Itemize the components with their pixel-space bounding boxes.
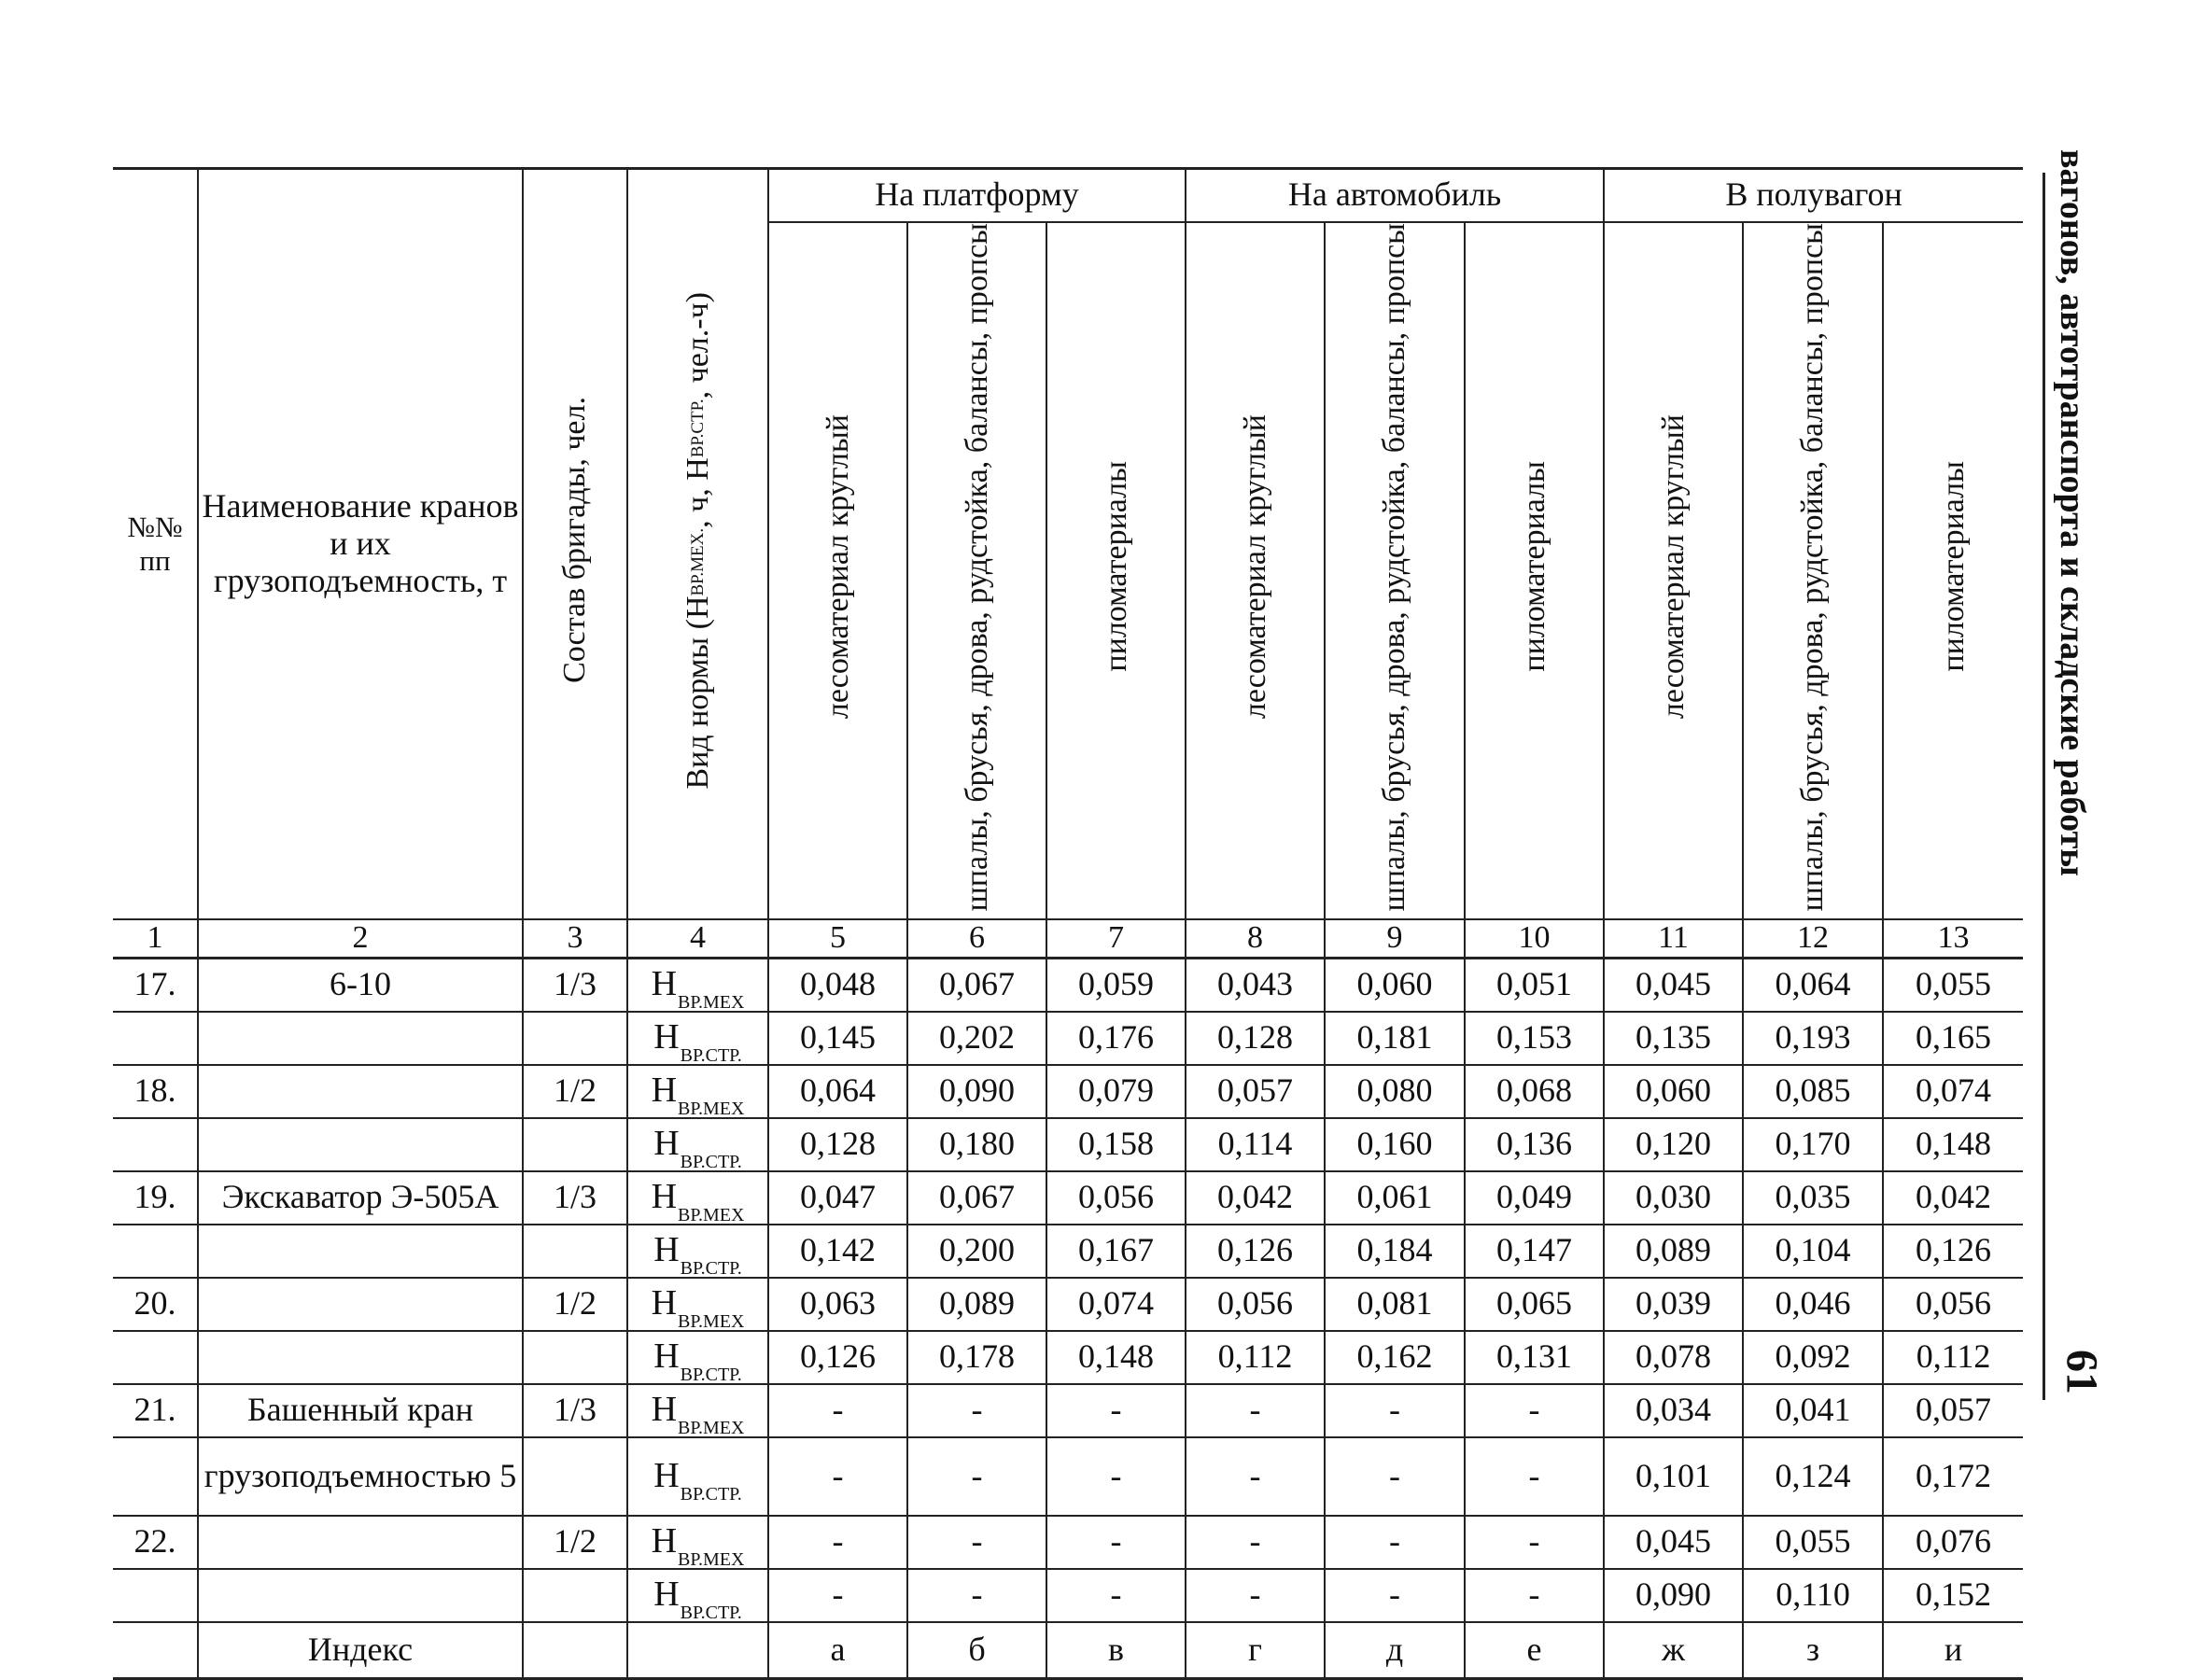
norm-type-cell (627, 1118, 768, 1171)
norm-value: 0,148 (1883, 1118, 2023, 1171)
norm-value: 0,045 (1604, 1516, 1743, 1569)
norm-value: 0,110 (1743, 1569, 1883, 1622)
norm-mex-label: $Н_{ВР.МЕХ}$ (651, 1283, 745, 1333)
norm-value: 0,090 (1604, 1569, 1743, 1622)
crane-name (198, 1278, 523, 1331)
norm-type-cell (627, 1171, 768, 1225)
column-number: 1 (113, 919, 198, 959)
index-blank (113, 1622, 198, 1679)
norm-value: - (1465, 1516, 1604, 1569)
index-label: Индекс (198, 1622, 523, 1679)
crew-size (523, 1012, 627, 1065)
norm-type-cell (627, 1225, 768, 1278)
crane-name (198, 1012, 523, 1065)
norm-str-label: $Н_{ВР.СТР.}$ (653, 1124, 742, 1173)
material-header: пиломатериалы (1465, 222, 1604, 919)
norm-value: 0,035 (1743, 1171, 1883, 1225)
norm-value: 0,193 (1743, 1012, 1883, 1065)
norm-str-label: $Н_{ВР.СТР.}$ (653, 1230, 742, 1280)
row-number: 21. (113, 1384, 198, 1437)
table-row (113, 959, 2023, 1012)
norm-value: 0,170 (1743, 1118, 1883, 1171)
norm-value: 0,067 (907, 1171, 1046, 1225)
norm-value: 0,081 (1325, 1278, 1465, 1331)
column-number: 10 (1465, 919, 1604, 959)
material-header: лесоматериал круглый (1186, 222, 1325, 919)
crane-name (198, 1225, 523, 1278)
column-number: 9 (1325, 919, 1465, 959)
material-header: пиломатериалы (1883, 222, 2023, 919)
column-number: 8 (1186, 919, 1325, 959)
norm-value: 0,128 (1186, 1012, 1325, 1065)
column-number: 2 (198, 919, 523, 959)
norm-value: - (1186, 1516, 1325, 1569)
norm-value: 0,136 (1465, 1118, 1604, 1171)
norm-value: - (1325, 1437, 1465, 1516)
norm-mex-label: $Н_{ВР.МЕХ}$ (651, 964, 745, 1014)
norm-value: 0,202 (907, 1012, 1046, 1065)
norm-type-cell (627, 1516, 768, 1569)
group-automobile: На автомобиль (1186, 169, 1604, 222)
norm-value: 0,064 (768, 1065, 907, 1118)
table-row (113, 1118, 2023, 1171)
column-number: 6 (907, 919, 1046, 959)
group-platform: На платформу (768, 169, 1186, 222)
norm-value: - (1465, 1384, 1604, 1437)
norm-value: 0,043 (1186, 959, 1325, 1012)
norm-value: 0,085 (1743, 1065, 1883, 1118)
norm-value: 0,056 (1046, 1171, 1186, 1225)
norm-value: 0,112 (1186, 1331, 1325, 1384)
norm-value: - (907, 1437, 1046, 1516)
table-row (113, 1384, 2023, 1437)
index-letter: е (1465, 1622, 1604, 1679)
norm-type-cell (627, 1569, 768, 1622)
norm-value: 0,126 (768, 1331, 907, 1384)
norm-value: 0,176 (1046, 1012, 1186, 1065)
norm-value: 0,145 (768, 1012, 907, 1065)
norm-value: 0,158 (1046, 1118, 1186, 1171)
crew-size: 1/2 (523, 1065, 627, 1118)
norm-value: 0,034 (1604, 1384, 1743, 1437)
norm-mex-label: $Н_{ВР.МЕХ}$ (651, 1521, 745, 1571)
norm-value: 0,104 (1743, 1225, 1883, 1278)
norm-value: 0,061 (1325, 1171, 1465, 1225)
material-header: лесоматериал круглый (768, 222, 907, 919)
norm-value: 0,048 (768, 959, 907, 1012)
norm-str-label: $Н_{ВР.СТР.}$ (653, 1017, 742, 1067)
norm-value: 0,090 (907, 1065, 1046, 1118)
norm-type-cell (627, 1065, 768, 1118)
norm-value: - (768, 1569, 907, 1622)
crew-size (523, 1118, 627, 1171)
column-number: 5 (768, 919, 907, 959)
norm-value: 0,148 (1046, 1331, 1186, 1384)
row-number: 22. (113, 1516, 198, 1569)
material-header: лесоматериал круглый (1604, 222, 1743, 919)
norm-type-cell (627, 959, 768, 1012)
norm-str-label: $Н_{ВР.СТР.}$ (653, 1575, 742, 1624)
header-crew: Состав бригады, чел. (523, 169, 627, 919)
norm-value: - (1186, 1569, 1325, 1622)
norm-value: 0,167 (1046, 1225, 1186, 1278)
material-header: шпалы, брусья, дрова, рудстойка, балансы, пропсы (1325, 222, 1465, 919)
crane-name: Экскаватор Э-505А (198, 1171, 523, 1225)
norm-value: 0,142 (768, 1225, 907, 1278)
norm-value: 0,160 (1325, 1118, 1465, 1171)
crane-name: грузоподъемностью 5 (198, 1437, 523, 1516)
material-header: шпалы, брусья, дрова, рудстойка, балансы, пропсы (1743, 222, 1883, 919)
norm-type-cell (627, 1012, 768, 1065)
norm-value: 0,131 (1465, 1331, 1604, 1384)
norm-value: 0,172 (1883, 1437, 2023, 1516)
row-number: 20. (113, 1278, 198, 1331)
table-row (113, 1171, 2023, 1225)
row-number: 17. (113, 959, 198, 1012)
norm-value: 0,112 (1883, 1331, 2023, 1384)
column-number: 3 (523, 919, 627, 959)
crew-size: 1/3 (523, 959, 627, 1012)
norm-value: 0,056 (1883, 1278, 2023, 1331)
header-norm-type-text: Вид нормы (НВР.МЕХ., ч, НВР.СТР., чел.-ч) (680, 291, 715, 790)
table-row (113, 1225, 2023, 1278)
norm-type-cell (627, 1384, 768, 1437)
norm-value: 0,042 (1186, 1171, 1325, 1225)
crane-name (198, 1331, 523, 1384)
norm-value: 0,057 (1186, 1065, 1325, 1118)
index-blank (523, 1622, 627, 1679)
norm-value: 0,180 (907, 1118, 1046, 1171)
norm-value: - (1186, 1437, 1325, 1516)
norm-value: 0,080 (1325, 1065, 1465, 1118)
norm-value: - (768, 1384, 907, 1437)
norm-value: - (1046, 1384, 1186, 1437)
index-letter: д (1325, 1622, 1465, 1679)
norm-value: - (1046, 1437, 1186, 1516)
index-letter: и (1883, 1622, 2023, 1679)
norm-mex-label: $Н_{ВР.МЕХ}$ (651, 1071, 745, 1120)
norm-value: 0,078 (1604, 1331, 1743, 1384)
norm-value: 0,065 (1465, 1278, 1604, 1331)
row-number: 19. (113, 1171, 198, 1225)
norm-value: 0,039 (1604, 1278, 1743, 1331)
norm-value: 0,089 (907, 1278, 1046, 1331)
crew-size: 1/2 (523, 1278, 627, 1331)
norm-value: - (1046, 1516, 1186, 1569)
norm-value: - (1325, 1569, 1465, 1622)
norm-value: 0,126 (1186, 1225, 1325, 1278)
norm-value: 0,057 (1883, 1384, 2023, 1437)
norm-value: 0,128 (768, 1118, 907, 1171)
norm-value: 0,101 (1604, 1437, 1743, 1516)
crew-size: 1/2 (523, 1516, 627, 1569)
norm-value: 0,153 (1465, 1012, 1604, 1065)
side-title: вагонов, автотранспорта и складские работы (2053, 149, 2092, 876)
norm-type-cell (627, 1278, 768, 1331)
norm-type-cell (627, 1331, 768, 1384)
norm-value: 0,064 (1743, 959, 1883, 1012)
index-letter: а (768, 1622, 907, 1679)
norm-value: - (768, 1516, 907, 1569)
norm-str-label: $Н_{ВР.СТР.}$ (653, 1337, 742, 1386)
crane-name: 6-10 (198, 959, 523, 1012)
table-row (113, 1437, 2023, 1516)
norm-value: - (1325, 1384, 1465, 1437)
norm-value: - (1046, 1569, 1186, 1622)
column-number: 11 (1604, 919, 1743, 959)
norm-value: 0,200 (907, 1225, 1046, 1278)
crane-name (198, 1516, 523, 1569)
row-number: 18. (113, 1065, 198, 1118)
row-number (113, 1569, 198, 1622)
crew-size (523, 1225, 627, 1278)
material-header: шпалы, брусья, дрова, рудстойка, балансы, пропсы (907, 222, 1046, 919)
norm-value: 0,063 (768, 1278, 907, 1331)
header-crane-name: Наименование кранов и их грузоподъемность, т (198, 169, 523, 919)
table-row (113, 1278, 2023, 1331)
header-group-row (113, 169, 2023, 222)
table-row (113, 1065, 2023, 1118)
row-number (113, 1012, 198, 1065)
norm-value: 0,067 (907, 959, 1046, 1012)
norm-value: 0,135 (1604, 1012, 1743, 1065)
norm-value: 0,068 (1465, 1065, 1604, 1118)
index-letter: з (1743, 1622, 1883, 1679)
header-norm-type (627, 169, 768, 919)
norm-value: 0,124 (1743, 1437, 1883, 1516)
norm-value: - (1465, 1437, 1604, 1516)
norm-value: 0,074 (1883, 1065, 2023, 1118)
norm-value: 0,045 (1604, 959, 1743, 1012)
column-number: 4 (627, 919, 768, 959)
norm-value: 0,047 (768, 1171, 907, 1225)
norm-value: 0,092 (1743, 1331, 1883, 1384)
crew-size (523, 1331, 627, 1384)
index-letter: г (1186, 1622, 1325, 1679)
norm-value: 0,120 (1604, 1118, 1743, 1171)
crane-name (198, 1569, 523, 1622)
page-number: 61 (2057, 1350, 2107, 1394)
row-number (113, 1118, 198, 1171)
norm-value: 0,042 (1883, 1171, 2023, 1225)
table-row (113, 1331, 2023, 1384)
crane-name (198, 1065, 523, 1118)
norm-value: 0,030 (1604, 1171, 1743, 1225)
norm-value: - (768, 1437, 907, 1516)
norm-value: 0,049 (1465, 1171, 1604, 1225)
norm-value: 0,147 (1465, 1225, 1604, 1278)
norm-value: 0,059 (1046, 959, 1186, 1012)
norm-value: 0,076 (1883, 1516, 2023, 1569)
norm-value: 0,165 (1883, 1012, 2023, 1065)
header-npp: №№ пп (113, 169, 198, 919)
crew-size (523, 1437, 627, 1516)
index-blank (627, 1622, 768, 1679)
crane-name: Башенный кран (198, 1384, 523, 1437)
norm-value: - (907, 1569, 1046, 1622)
column-number: 7 (1046, 919, 1186, 959)
norm-value: 0,181 (1325, 1012, 1465, 1065)
norm-value: 0,051 (1465, 959, 1604, 1012)
table-row (113, 1516, 2023, 1569)
norm-mex-label: $Н_{ВР.МЕХ}$ (651, 1177, 745, 1226)
norm-value: 0,114 (1186, 1118, 1325, 1171)
norm-value: 0,079 (1046, 1065, 1186, 1118)
row-number (113, 1225, 198, 1278)
index-letter: ж (1604, 1622, 1743, 1679)
norm-value: 0,152 (1883, 1569, 2023, 1622)
crew-size: 1/3 (523, 1171, 627, 1225)
norm-mex-label: $Н_{ВР.МЕХ}$ (651, 1390, 745, 1439)
norm-value: 0,055 (1883, 959, 2023, 1012)
norm-value: 0,046 (1743, 1278, 1883, 1331)
column-number: 13 (1883, 919, 2023, 959)
table-row (113, 1012, 2023, 1065)
norm-str-label: $Н_{ВР.СТР.}$ (653, 1455, 742, 1505)
norm-value: 0,041 (1743, 1384, 1883, 1437)
crane-name (198, 1118, 523, 1171)
material-header: пиломатериалы (1046, 222, 1186, 919)
norm-value: 0,126 (1883, 1225, 2023, 1278)
norm-value: 0,060 (1604, 1065, 1743, 1118)
row-number (113, 1331, 198, 1384)
table-row (113, 1569, 2023, 1622)
index-row (113, 1622, 2023, 1679)
norm-value: - (907, 1384, 1046, 1437)
crew-size: 1/3 (523, 1384, 627, 1437)
norm-value: - (1186, 1384, 1325, 1437)
norm-value: 0,055 (1743, 1516, 1883, 1569)
norm-value: 0,184 (1325, 1225, 1465, 1278)
index-letter: в (1046, 1622, 1186, 1679)
index-letter: б (907, 1622, 1046, 1679)
norm-value: 0,178 (907, 1331, 1046, 1384)
norm-value: 0,089 (1604, 1225, 1743, 1278)
norm-value: - (1465, 1569, 1604, 1622)
norm-value: 0,060 (1325, 959, 1465, 1012)
norm-value: 0,056 (1186, 1278, 1325, 1331)
norm-value: 0,074 (1046, 1278, 1186, 1331)
norm-type-cell (627, 1437, 768, 1516)
column-number-row (113, 919, 2023, 959)
norm-value: - (1325, 1516, 1465, 1569)
norms-table (113, 167, 2023, 1680)
row-number (113, 1437, 198, 1516)
group-gondola: В полувагон (1604, 169, 2023, 222)
column-number: 12 (1743, 919, 1883, 959)
crew-size (523, 1569, 627, 1622)
norm-value: - (907, 1516, 1046, 1569)
norm-value: 0,162 (1325, 1331, 1465, 1384)
